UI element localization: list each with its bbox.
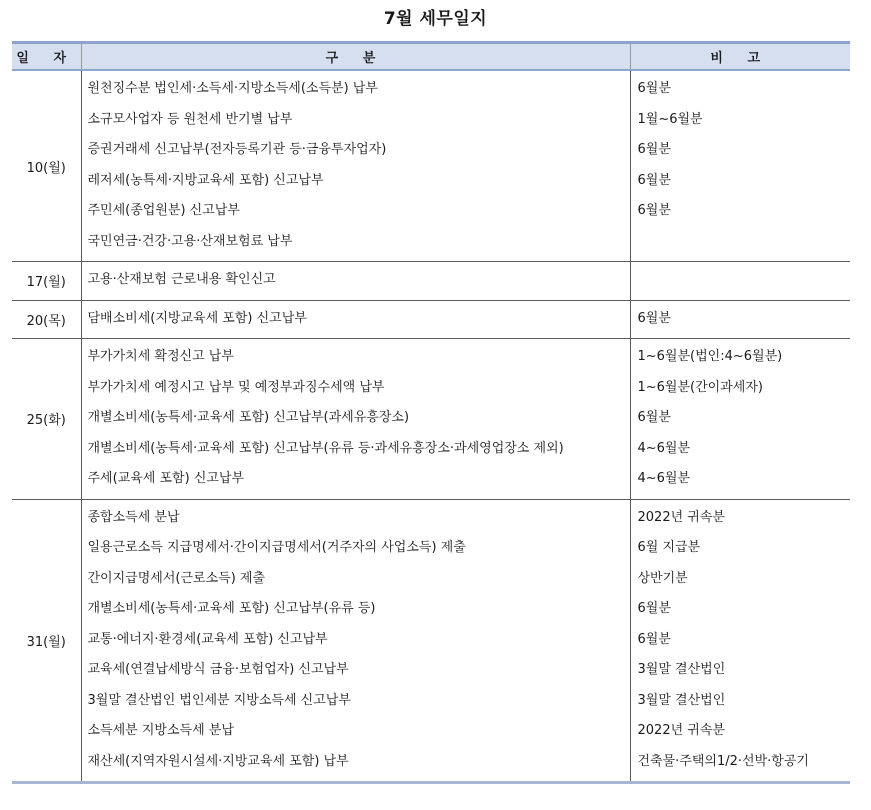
item-text: 개별소비세(농특세·교육세 포함) 신고납부(유류 등)	[87, 601, 376, 616]
note-text: 6월분	[637, 410, 671, 425]
note-text: 6월분	[637, 310, 671, 326]
item-text: 고용·산재보험 근로내용 확인신고	[87, 272, 276, 287]
notes-cell	[630, 70, 850, 262]
table-row	[12, 262, 850, 301]
items-cell	[81, 300, 630, 339]
item-text: 일용근로소득 지급명세서·간이지급명세서(거주자의 사업소득) 제출	[87, 540, 466, 555]
item-text: 종합소득세 분납	[87, 509, 180, 525]
date-cell: 10(월)	[12, 70, 81, 262]
header-note: 비 고	[630, 43, 850, 71]
note-text	[631, 265, 851, 296]
notes-cell	[630, 339, 850, 500]
items-cell	[81, 70, 630, 262]
item-text: 담배소비세(지방교육세 포함) 신고납부	[87, 310, 307, 326]
item-text: 레저세(농특세·지방교육세 포함) 신고납부	[87, 172, 324, 188]
schedule-body	[12, 70, 850, 783]
item-text: 소득세분 지방소득세 분납	[87, 723, 234, 738]
note-text: 상반기분	[637, 570, 688, 586]
table-row	[12, 499, 850, 783]
note-text: 2022년 귀속분	[637, 723, 725, 738]
note-text: 1~6월분(간이과세자)	[637, 379, 763, 395]
note-text: 6월분	[637, 601, 671, 616]
notes-cell	[630, 262, 850, 301]
items-cell	[81, 262, 630, 301]
item-text: 주민세(종업원분) 신고납부	[87, 203, 240, 218]
items-cell	[81, 339, 630, 500]
note-text: 2022년 귀속분	[637, 509, 725, 525]
note-text: 6월분	[637, 142, 671, 157]
tax-schedule-table	[12, 41, 850, 784]
note-text: 6월분	[637, 172, 671, 188]
item-text: 간이지급명세서(근로소득) 제출	[87, 570, 266, 586]
note-text: 4~6월분	[637, 440, 691, 456]
item-text: 교통·에너지·환경세(교육세 포함) 신고납부	[87, 631, 328, 647]
date-cell: 17(월)	[12, 262, 81, 301]
note-text: 1~6월분(법인:4~6월분)	[637, 349, 783, 364]
page-title: 7월 세무일지	[383, 9, 488, 29]
item-text: 원천징수분 법인세·소득세·지방소득세(소득분) 납부	[87, 81, 378, 96]
table-header-row	[12, 43, 850, 71]
table-row	[12, 300, 850, 339]
items-cell	[81, 499, 630, 783]
header-item: 구 분	[81, 43, 630, 71]
item-text: 소규모사업자 등 원천세 반기별 납부	[87, 111, 293, 127]
note-text: 3월말 결산법인	[637, 662, 726, 677]
item-text: 3월말 결산법인 법인세분 지방소득세 신고납부	[87, 692, 351, 708]
note-text	[631, 227, 851, 258]
header-date: 일 자	[12, 43, 81, 71]
note-text: 6월 지급분	[637, 540, 701, 555]
note-text: 6월분	[637, 81, 671, 96]
note-text: 건축물·주택의1/2·선박·항공기	[637, 753, 809, 769]
date-cell: 31(월)	[12, 499, 81, 783]
table-row	[12, 339, 850, 500]
item-text: 부가가치세 예정시고 납부 및 예정부과징수세액 납부	[87, 379, 385, 395]
note-text: 3월말 결산법인	[637, 692, 726, 708]
item-text: 재산세(지역자원시설세·지방교육세 포함) 납부	[87, 753, 349, 769]
date-cell: 25(화)	[12, 339, 81, 500]
note-text: 1월~6월분	[637, 111, 703, 127]
item-text: 증권거래세 신고납부(전자등록기관 등·금융투자업자)	[87, 142, 387, 157]
item-text: 국민연금·건강·고용·산재보험료 납부	[87, 233, 293, 249]
notes-cell	[630, 300, 850, 339]
date-cell: 20(목)	[12, 300, 81, 339]
note-text: 6월분	[637, 631, 671, 647]
note-text: 4~6월분	[637, 471, 691, 486]
notes-cell	[630, 499, 850, 783]
note-text: 6월분	[637, 203, 671, 218]
item-text: 개별소비세(농특세·교육세 포함) 신고납부(유류 등·과세유흥장소·과세영업장소 제외)	[87, 440, 564, 456]
table-row	[12, 70, 850, 262]
item-text: 부가가치세 확정신고 납부	[87, 349, 234, 364]
item-text: 주세(교육세 포함) 신고납부	[87, 471, 245, 486]
item-text: 개별소비세(농특세·교육세 포함) 신고납부(과세유흥장소)	[87, 410, 410, 425]
item-text: 교육세(연결납세방식 금융·보험업자) 신고납부	[87, 662, 349, 677]
